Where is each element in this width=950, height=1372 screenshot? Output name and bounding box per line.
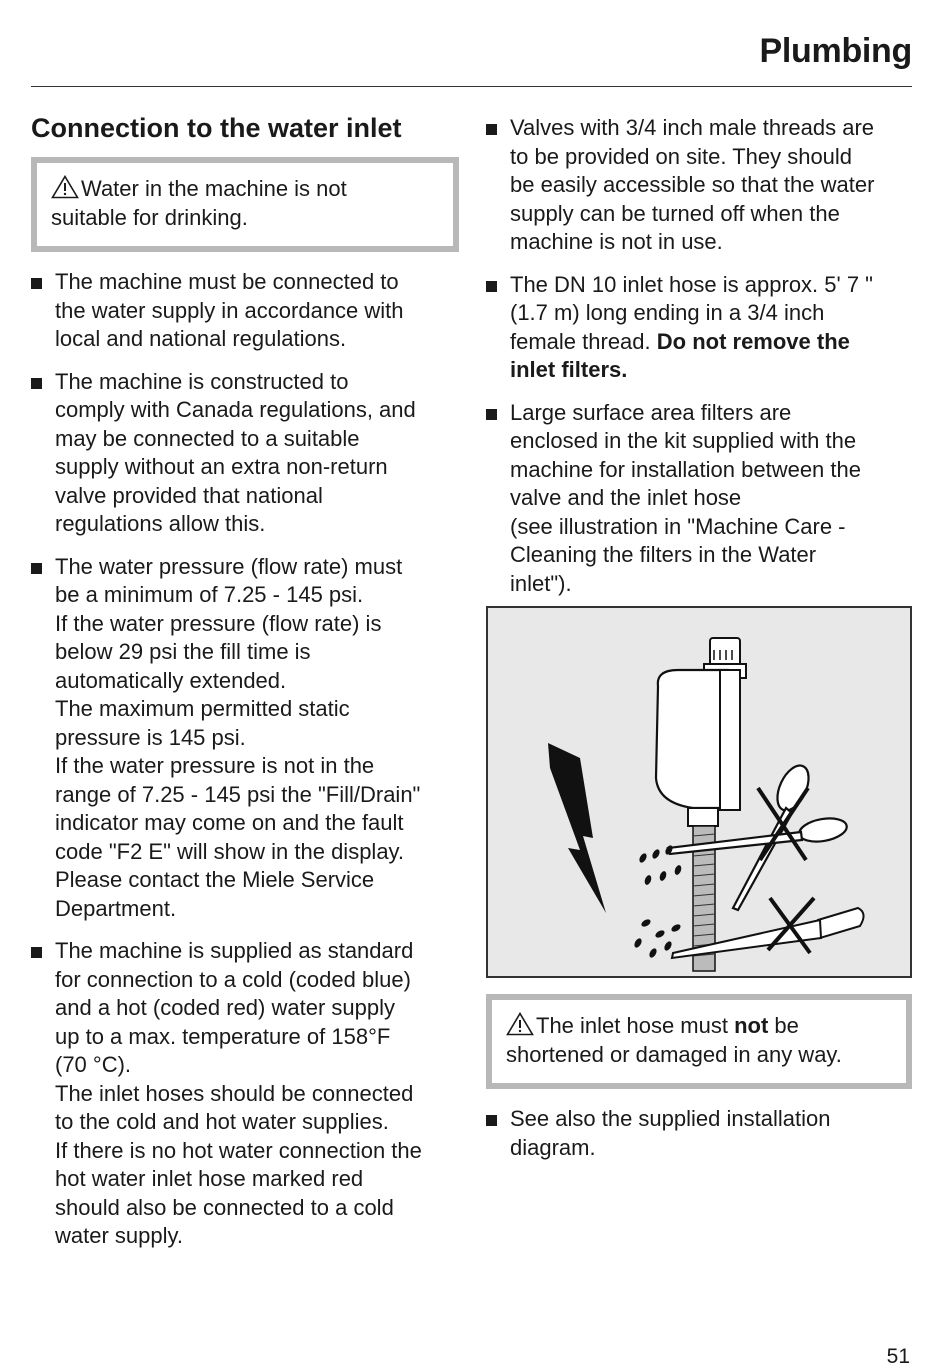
right-bullet-list xyxy=(486,114,912,598)
warning-text-2: shortened or damaged in any way. xyxy=(506,1041,842,1067)
list-item-line: inlet"). xyxy=(510,570,572,596)
list-item xyxy=(486,399,912,599)
list-item-line: local and national regulations. xyxy=(55,326,347,351)
list-item-line: up to a max. temperature of 158°F xyxy=(55,1023,391,1049)
warning-text: be xyxy=(768,1013,799,1038)
list-item-line: The water pressure (flow rate) must xyxy=(55,553,403,579)
list-item-line: The inlet hoses should be connected xyxy=(55,1080,414,1106)
list-item-line: See also the supplied installation xyxy=(510,1106,831,1131)
warning-line-1 xyxy=(51,175,439,204)
square-bullet-icon xyxy=(31,378,42,389)
list-item-line: below 29 psi the fill time is xyxy=(55,639,311,664)
inlet-hose-illustration xyxy=(486,606,912,978)
list-item-line: to the cold and hot water supplies. xyxy=(55,1109,389,1134)
warning-text-2: suitable for drinking. xyxy=(51,204,248,230)
list-item-line: valve and the inlet hose xyxy=(510,485,742,510)
water-drops-icon xyxy=(633,844,683,959)
list-item xyxy=(31,553,459,924)
list-item-line: to be provided on site. They should xyxy=(510,143,853,169)
list-item xyxy=(486,114,912,257)
list-item-line: machine for installation between the xyxy=(510,456,861,482)
square-bullet-icon xyxy=(31,947,42,958)
list-item xyxy=(31,937,459,1251)
left-bullet-list xyxy=(31,268,459,1251)
list-item-line: The maximum permitted static xyxy=(55,696,350,721)
page-header-title: Plumbing xyxy=(759,32,912,70)
list-item-line: pressure is 145 psi. xyxy=(55,724,246,750)
list-item-line: machine is not in use. xyxy=(510,229,723,254)
right-column xyxy=(486,114,912,1176)
list-item xyxy=(486,271,912,385)
list-item-line: supply without an extra non-return xyxy=(55,454,388,479)
list-item-line: be a minimum of 7.25 - 145 psi. xyxy=(55,582,364,607)
list-item-line: Cleaning the filters in the Water xyxy=(510,542,817,567)
list-item-line: (see illustration in "Machine Care - xyxy=(510,513,846,539)
header-rule xyxy=(31,86,912,87)
list-item xyxy=(31,268,459,354)
not-emphasis: not xyxy=(734,1013,769,1038)
square-bullet-icon xyxy=(31,278,42,289)
list-item-line: indicator may come on and the fault xyxy=(55,810,404,835)
list-item-line: the water supply in accordance with xyxy=(55,297,404,323)
list-item xyxy=(486,1105,912,1162)
page-number: 51 xyxy=(886,1345,910,1368)
section-title: Connection to the water inlet xyxy=(31,113,402,143)
list-item-line: supply can be turned off when the xyxy=(510,200,840,226)
list-item-line: Large surface area filters are xyxy=(510,399,792,425)
drinking-warning-box xyxy=(31,157,459,252)
list-item-text: female thread. xyxy=(510,328,657,354)
list-item-line: water supply. xyxy=(55,1223,183,1248)
list-item-line: code "F2 E" will show in the display. xyxy=(55,838,405,864)
square-bullet-icon xyxy=(486,409,497,420)
list-item-line: hot water inlet hose marked red xyxy=(55,1166,364,1191)
list-item-line: regulations allow this. xyxy=(55,511,266,536)
warning-text-1: Water in the machine is not xyxy=(81,176,347,201)
list-item-line: enclosed in the kit supplied with the xyxy=(510,428,857,453)
inlet-filters-emphasis: inlet filters. xyxy=(510,357,628,382)
warning-triangle-icon xyxy=(506,1012,534,1036)
lightning-bolt-icon xyxy=(548,743,606,913)
warning-triangle-icon xyxy=(51,175,79,199)
right-bottom-bullet-list xyxy=(486,1105,912,1162)
list-item-line: If the water pressure is not in the xyxy=(55,753,375,778)
list-item-line: The machine is constructed to xyxy=(55,368,349,394)
list-item-line: range of 7.25 - 145 psi the "Fill/Drain" xyxy=(55,781,421,807)
list-item-line: automatically extended. xyxy=(55,667,287,693)
list-item-line: and a hot (coded red) water supply xyxy=(55,995,395,1020)
hose-drawing xyxy=(488,608,910,976)
list-item-line: diagram. xyxy=(510,1134,596,1160)
list-item-line: should also be connected to a cold xyxy=(55,1194,394,1220)
list-item-line: The machine must be connected to xyxy=(55,269,399,294)
list-item-line: valve provided that national xyxy=(55,482,323,508)
do-not-remove-emphasis: Do not remove the xyxy=(656,328,850,354)
list-item-line: Department. xyxy=(55,895,177,921)
list-item xyxy=(31,368,459,539)
list-item-line: may be connected to a suitable xyxy=(55,425,360,451)
list-item-line: Valves with 3/4 inch male threads are xyxy=(510,115,874,140)
warning-text: The inlet hose must xyxy=(536,1013,735,1038)
list-item-line: If the water pressure (flow rate) is xyxy=(55,610,382,636)
hose-warning-box xyxy=(486,994,912,1089)
square-bullet-icon xyxy=(486,281,497,292)
square-bullet-icon xyxy=(486,1115,497,1126)
square-bullet-icon xyxy=(486,124,497,135)
list-item-line: (70 °C). xyxy=(55,1052,132,1077)
square-bullet-icon xyxy=(31,563,42,574)
list-item-line: be easily accessible so that the water xyxy=(510,172,875,197)
list-item-line: (1.7 m) long ending in a 3/4 inch xyxy=(510,300,825,325)
list-item-line: The DN 10 inlet hose is approx. 5' 7 " xyxy=(510,271,873,297)
list-item-line xyxy=(510,328,912,357)
list-item-line: The machine is supplied as standard xyxy=(55,938,414,963)
list-item-line: If there is no hot water connection the xyxy=(55,1137,422,1163)
list-item-line: for connection to a cold (coded blue) xyxy=(55,966,411,992)
left-column xyxy=(31,110,459,1265)
list-item-line: comply with Canada regulations, and xyxy=(55,397,416,422)
list-item-line: Please contact the Miele Service xyxy=(55,867,375,892)
warning-line-1 xyxy=(506,1012,892,1041)
